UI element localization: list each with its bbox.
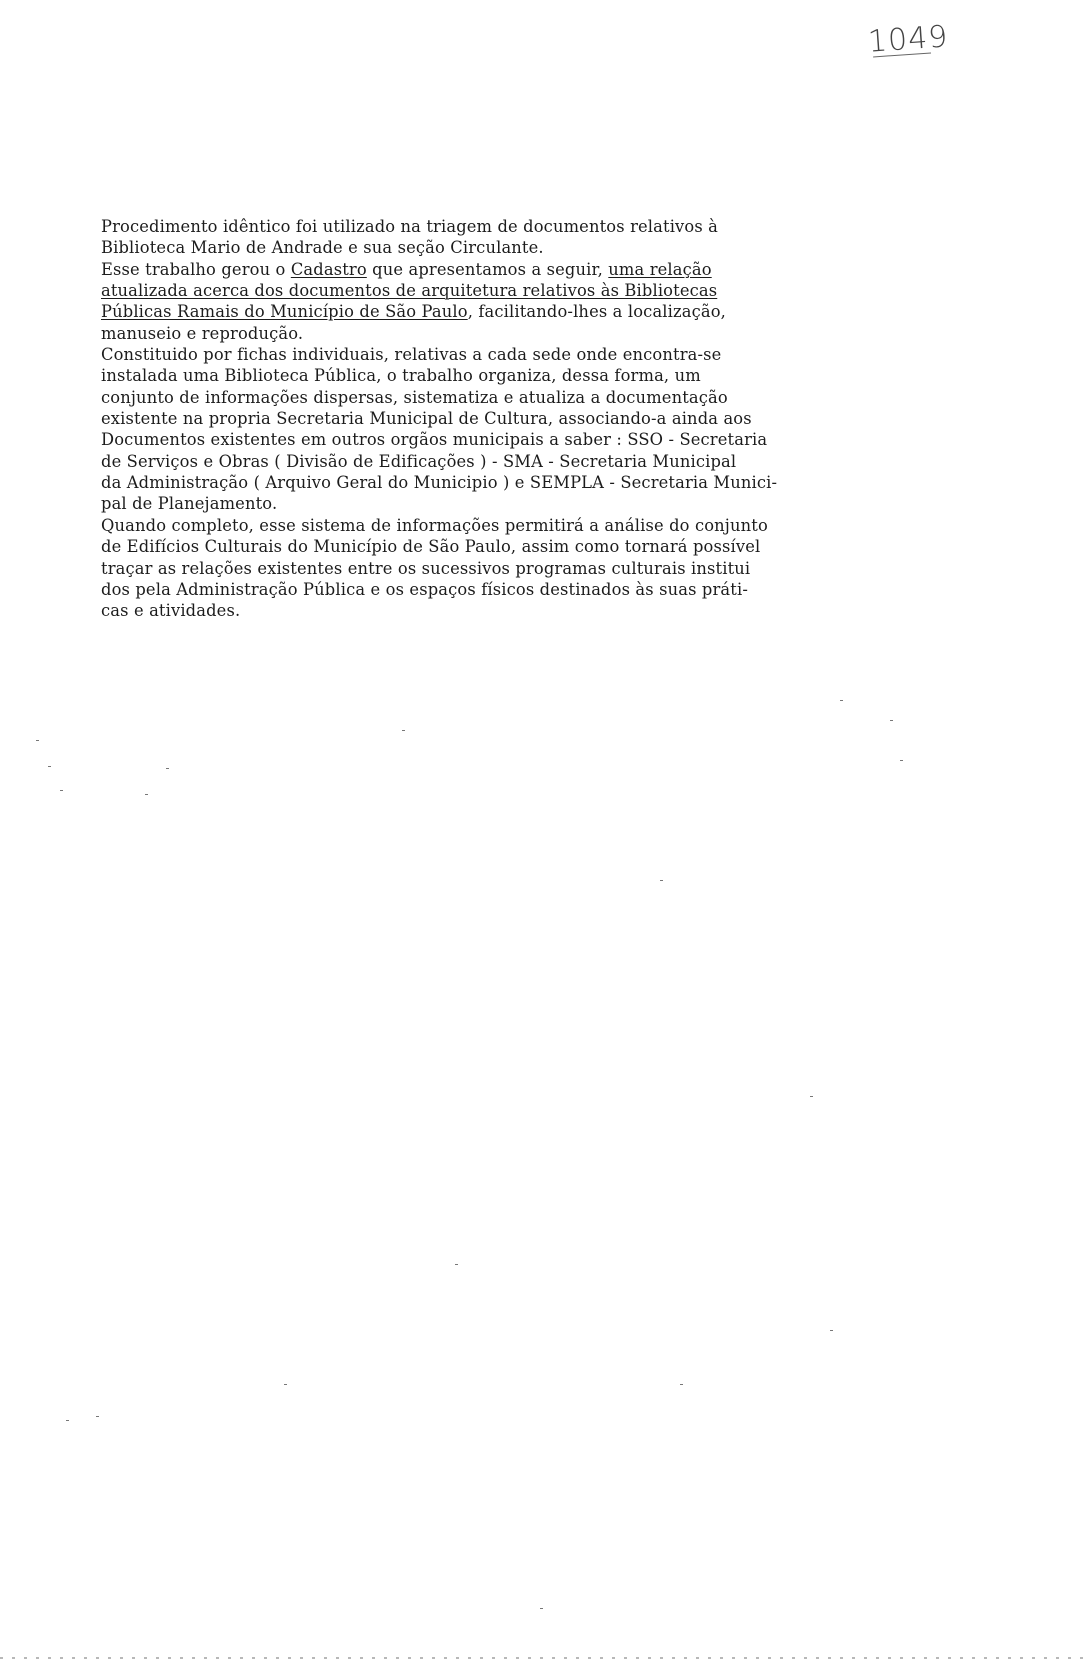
text-line bbox=[101, 365, 931, 386]
text-line bbox=[101, 536, 931, 557]
text-segment: Quando completo, esse sistema de informações permitirá a análise do conjunto bbox=[101, 515, 768, 535]
paragraph bbox=[101, 515, 931, 622]
text-line bbox=[101, 259, 931, 280]
scan-speck bbox=[810, 1096, 813, 1097]
scan-speck bbox=[36, 740, 39, 741]
scan-speck bbox=[66, 1420, 69, 1421]
text-line bbox=[101, 216, 931, 237]
paragraph bbox=[101, 259, 931, 344]
text-segment: Biblioteca Mario de Andrade e sua seção Circulante. bbox=[101, 238, 544, 258]
text-line bbox=[101, 301, 931, 322]
text-line bbox=[101, 323, 931, 344]
text-segment: de Edifícios Culturais do Município de São Paulo, assim como tornará possível bbox=[101, 537, 761, 557]
text-line bbox=[101, 472, 931, 493]
body-text bbox=[101, 216, 931, 622]
scan-speck bbox=[60, 790, 63, 791]
paragraph bbox=[101, 344, 931, 515]
underlined-text-segment: Cadastro bbox=[290, 259, 367, 279]
text-segment: dos pela Administração Pública e os espaços físicos destinados às suas práti- bbox=[101, 579, 748, 599]
scan-speck bbox=[660, 880, 663, 881]
scan-speck bbox=[166, 768, 169, 769]
scan-bottom-edge bbox=[0, 1657, 1088, 1659]
scan-speck bbox=[402, 730, 405, 731]
underlined-text-segment: atualizada acerca dos documentos de arquitetura relativos às Bibliotecas bbox=[101, 281, 718, 301]
underlined-text-segment: Públicas Ramais do Município de São Paulo bbox=[101, 302, 468, 322]
scan-speck bbox=[890, 720, 893, 721]
text-line bbox=[101, 493, 931, 514]
page-number bbox=[867, 19, 950, 60]
text-segment: Constituido por fichas individuais, relativas a cada sede onde encontra-se bbox=[101, 345, 722, 365]
text-segment: Esse trabalho gerou o bbox=[101, 259, 291, 279]
scan-speck bbox=[96, 1416, 99, 1417]
text-segment: pal de Planejamento. bbox=[101, 494, 278, 514]
text-segment: existente na propria Secretaria Municipal de Cultura, associando-a ainda aos bbox=[101, 409, 752, 429]
text-segment: cas e atividades. bbox=[101, 601, 241, 621]
scan-speck bbox=[455, 1264, 458, 1265]
text-segment: , facilitando-lhes a localização, bbox=[467, 302, 726, 322]
text-segment: que apresentamos a seguir, bbox=[366, 259, 609, 279]
text-line bbox=[101, 515, 931, 536]
scan-speck bbox=[145, 794, 148, 795]
text-line bbox=[101, 451, 931, 472]
text-line bbox=[101, 237, 931, 258]
text-segment: instalada uma Biblioteca Pública, o trabalho organiza, dessa forma, um bbox=[101, 366, 701, 386]
text-segment: manuseio e reprodução. bbox=[101, 323, 304, 343]
scan-speck bbox=[540, 1608, 543, 1609]
scan-speck bbox=[900, 760, 903, 761]
paragraph bbox=[101, 216, 931, 259]
scan-speck bbox=[830, 1330, 833, 1331]
text-line bbox=[101, 558, 931, 579]
text-line bbox=[101, 429, 931, 450]
text-segment: de Serviços e Obras ( Divisão de Edificações ) - SMA - Secretaria Municipal bbox=[101, 451, 737, 471]
text-segment: Procedimento idêntico foi utilizado na triagem de documentos relativos à bbox=[101, 217, 719, 236]
page-number-text: 1049 bbox=[866, 19, 950, 60]
text-segment: da Administração ( Arquivo Geral do Municipio ) e SEMPLA - Secretaria Munici- bbox=[101, 473, 778, 493]
scan-speck bbox=[840, 700, 843, 701]
text-line bbox=[101, 344, 931, 365]
text-segment: traçar as relações existentes entre os sucessivos programas culturais institui bbox=[101, 558, 751, 578]
text-line bbox=[101, 600, 931, 621]
text-line bbox=[101, 387, 931, 408]
scan-speck bbox=[284, 1384, 287, 1385]
text-line bbox=[101, 408, 931, 429]
text-line bbox=[101, 280, 931, 301]
scan-speck bbox=[48, 766, 51, 767]
text-line bbox=[101, 579, 931, 600]
underlined-text-segment: uma relação bbox=[608, 259, 712, 279]
scan-speck bbox=[680, 1384, 683, 1385]
text-segment: conjunto de informações dispersas, sistematiza e atualiza a documentação bbox=[101, 387, 728, 407]
text-segment: Documentos existentes em outros orgãos municipais a saber : SSO - Secretaria bbox=[101, 430, 768, 450]
